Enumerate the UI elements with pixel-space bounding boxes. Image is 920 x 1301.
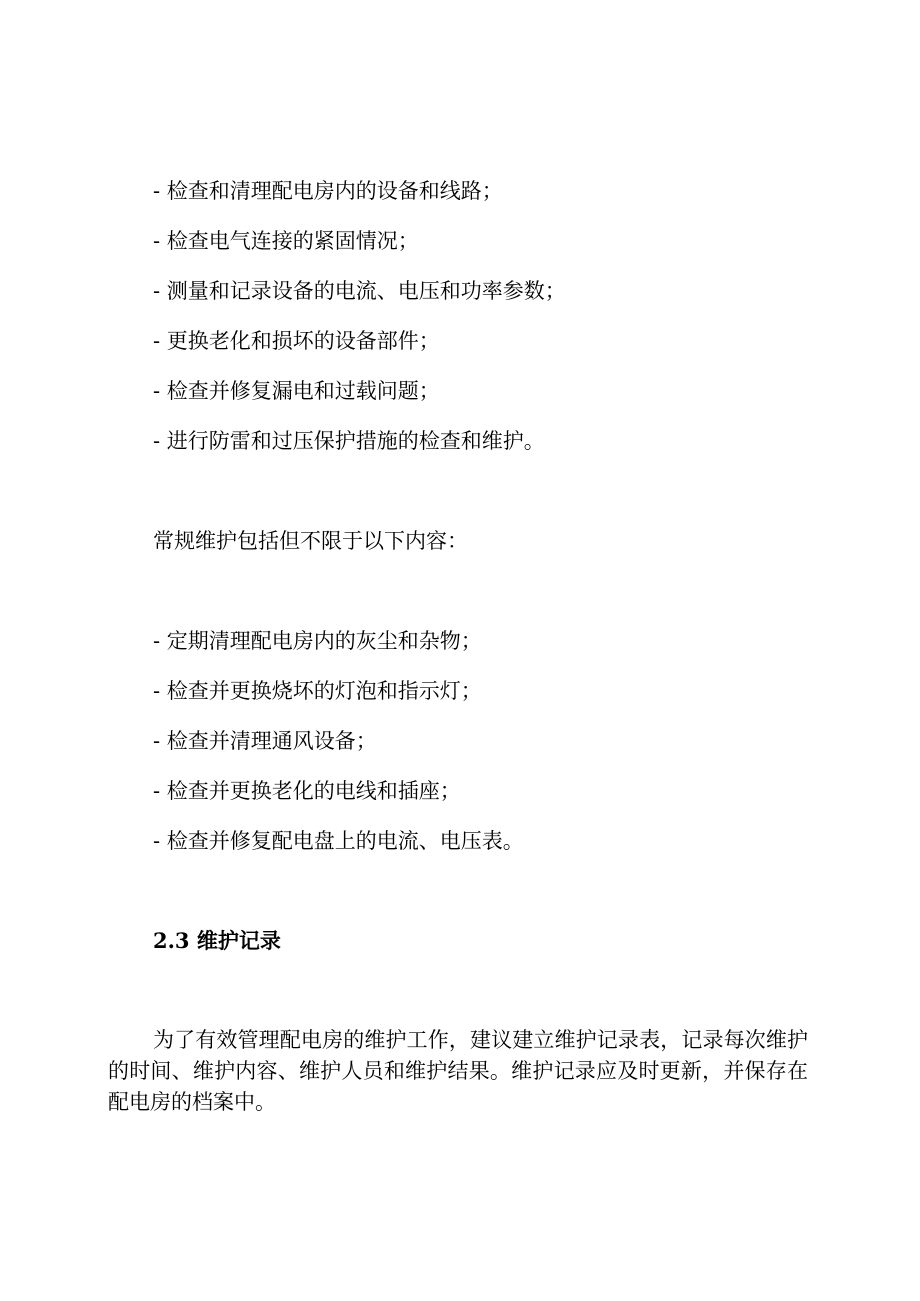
list-item: - 检查并修复漏电和过载问题；	[153, 379, 440, 403]
section-paragraph: 为了有效管理配电房的维护工作，建议建立维护记录表，记录每次维护的时间、维护内容、维护人员和维护结果。维护记录应及时更新，并保存在配电房的档案中。	[108, 1028, 808, 1114]
intro-text: 常规维护包括但不限于以下内容：	[153, 529, 468, 553]
list-item: - 更换老化和损坏的设备部件；	[153, 329, 440, 353]
section-heading: 2.3 维护记录	[153, 928, 281, 953]
list-item: - 进行防雷和过压保护措施的检查和维护。	[153, 429, 545, 453]
list-item: - 检查电气连接的紧固情况；	[153, 229, 419, 253]
list-item: - 测量和记录设备的电流、电压和功率参数；	[153, 279, 566, 303]
list-item: - 检查并修复配电盘上的电流、电压表。	[153, 829, 524, 853]
list-item: - 检查并更换老化的电线和插座；	[153, 779, 461, 803]
list-item: - 定期清理配电房内的灰尘和杂物；	[153, 629, 482, 653]
list-item: - 检查并更换烧坏的灯泡和指示灯；	[153, 679, 482, 703]
list-item: - 检查并清理通风设备；	[153, 729, 377, 753]
list-item: - 检查和清理配电房内的设备和线路；	[153, 179, 503, 203]
